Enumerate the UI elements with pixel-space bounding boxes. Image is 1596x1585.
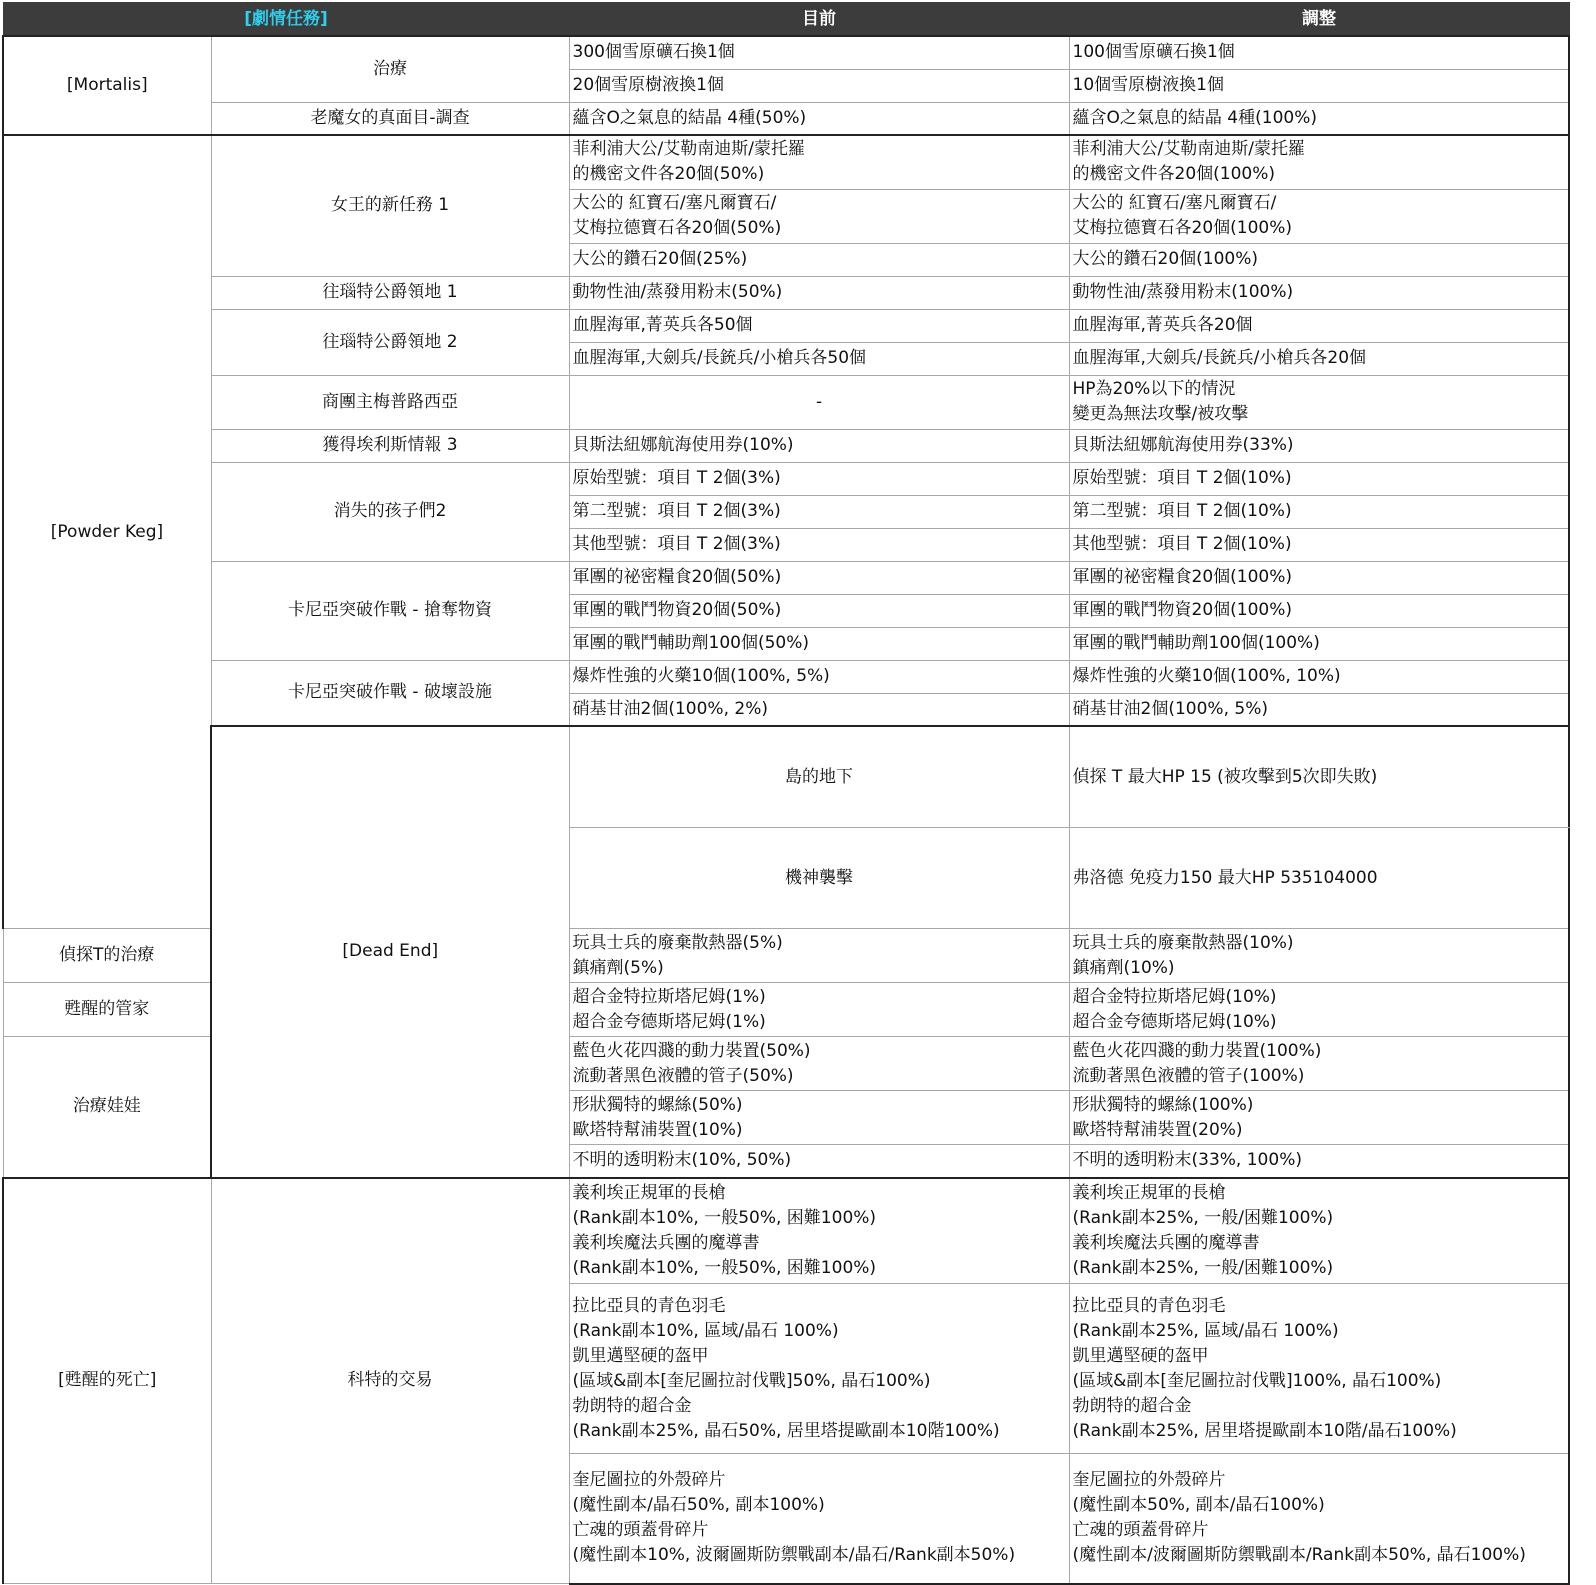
current-value: 貝斯法紐娜航海使用券(10%) [569,429,1069,462]
current-value: 爆炸性強的火藥10個(100%, 5%) [569,660,1069,693]
adjusted-value: 第二型號：項目 T 2個(10%) [1069,495,1569,528]
group-name: [Mortalis] [3,36,211,135]
adjusted-value: 玩具士兵的廢棄散熱器(10%) 鎮痛劑(10%) [1069,929,1569,983]
quest-name: 島的地下 [569,726,1069,828]
adjusted-value: 100個雪原礦石換1個 [1069,36,1569,69]
patch-notes-table [2,2,1570,1585]
quest-name: 消失的孩子們2 [211,462,569,561]
adjusted-value: 10個雪原樹液換1個 [1069,69,1569,102]
adjusted-value: HP為20%以下的情況 變更為無法攻擊/被攻擊 [1069,375,1569,429]
current-value: 藍色火花四濺的動力裝置(50%) 流動著黑色液體的管子(50%) [569,1037,1069,1091]
current-value: 動物性油/蒸發用粉末(50%) [569,276,1069,309]
table-row [3,1178,1569,1284]
table-row [3,462,1569,495]
current-value: 軍團的祕密糧食20個(50%) [569,561,1069,594]
current-value: 血腥海軍,大劍兵/長銃兵/小槍兵各50個 [569,342,1069,375]
quest-name: 女王的新任務 1 [211,135,569,276]
adjusted-value: 義利埃正規軍的長槍 (Rank副本25%, 一般/困難100%) 義利埃魔法兵團的魔導書 (Rank副本25%, 一般/困難100%) [1069,1178,1569,1284]
current-value: 菲利浦大公/艾勒南迪斯/蒙托羅 的機密文件各20個(50%) [569,135,1069,189]
current-value: 大公的 紅寶石/塞凡爾寶石/ 艾梅拉德寶石各20個(50%) [569,189,1069,243]
header-adjusted: 調整 [1069,3,1569,37]
table-row [3,561,1569,594]
current-value: 血腥海軍,菁英兵各50個 [569,309,1069,342]
adjusted-value: 形狀獨特的螺絲(100%) 歐塔特幫浦裝置(20%) [1069,1091,1569,1145]
current-value: 第二型號：項目 T 2個(3%) [569,495,1069,528]
adjusted-value: 蘊含O之氣息的結晶 4種(100%) [1069,102,1569,135]
adjusted-value: 大公的鑽石20個(100%) [1069,243,1569,276]
current-value: 軍團的戰鬥輔助劑100個(50%) [569,627,1069,660]
adjusted-value: 動物性油/蒸發用粉末(100%) [1069,276,1569,309]
header-current: 目前 [569,3,1069,37]
table-body [3,36,1569,1584]
table-header-row [3,3,1569,37]
quest-name: 治療娃娃 [3,1037,211,1178]
table-row [3,276,1569,309]
quest-name: 卡尼亞突破作戰 - 破壞設施 [211,660,569,726]
adjusted-value: 拉比亞貝的青色羽毛 (Rank副本25%, 區域/晶石 100%) 凱里邁堅硬的盔甲 (區域&副本[奎尼圖拉討伐戰]100%, 晶石100%) 勃朗特的超合金 (Rank副本25%, 居里塔提歐副本10階/晶石100%) [1069,1284,1569,1454]
adjusted-value: 軍團的戰鬥輔助劑100個(100%) [1069,627,1569,660]
adjusted-value: 軍團的祕密糧食20個(100%) [1069,561,1569,594]
table-row [3,135,1569,189]
adjusted-value: 貝斯法紐娜航海使用券(33%) [1069,429,1569,462]
current-value: 20個雪原樹液換1個 [569,69,1069,102]
group-name: [Powder Keg] [3,135,211,929]
quest-name: 商團主梅普路西亞 [211,375,569,429]
quest-name: 科特的交易 [211,1178,569,1584]
adjusted-value: 血腥海軍,大劍兵/長銃兵/小槍兵各20個 [1069,342,1569,375]
adjusted-value: 超合金特拉斯塔尼姆(10%) 超合金夸德斯塔尼姆(10%) [1069,983,1569,1037]
adjusted-value: 大公的 紅寶石/塞凡爾寶石/ 艾梅拉德寶石各20個(100%) [1069,189,1569,243]
current-value: 義利埃正規軍的長槍 (Rank副本10%, 一般50%, 困難100%) 義利埃魔法兵團的魔導書 (Rank副本10%, 一般50%, 困難100%) [569,1178,1069,1284]
table-row [3,429,1569,462]
current-value: 原始型號：項目 T 2個(3%) [569,462,1069,495]
adjusted-value: 奎尼圖拉的外殼碎片 (魔性副本50%, 副本/晶石100%) 亡魂的頭蓋骨碎片 (魔性副本/波爾圖斯防禦戰副本/Rank副本50%, 晶石100%) [1069,1454,1569,1584]
current-value: 300個雪原礦石換1個 [569,36,1069,69]
group-name: [Dead End] [211,726,569,1178]
quest-name: 甦醒的管家 [3,983,211,1037]
quest-name: 卡尼亞突破作戰 - 搶奪物資 [211,561,569,660]
group-name: [甦醒的死亡] [3,1178,211,1584]
current-value: 弗洛德 免疫力150 最大HP 535104000 [1069,828,1569,929]
current-value: 硝基甘油2個(100%, 2%) [569,693,1069,726]
table-row [3,309,1569,342]
adjusted-value: 菲利浦大公/艾勒南迪斯/蒙托羅 的機密文件各20個(100%) [1069,135,1569,189]
adjusted-value: 軍團的戰鬥物資20個(100%) [1069,594,1569,627]
adjusted-value: 不明的透明粉末(33%, 100%) [1069,1145,1569,1178]
current-value: - [569,375,1069,429]
quest-name: 機神襲擊 [569,828,1069,929]
current-value: 軍團的戰鬥物資20個(50%) [569,594,1069,627]
current-value: 奎尼圖拉的外殼碎片 (魔性副本/晶石50%, 副本100%) 亡魂的頭蓋骨碎片 (魔性副本10%, 波爾圖斯防禦戰副本/晶石/Rank副本50%) [569,1454,1069,1584]
current-value: 超合金特拉斯塔尼姆(1%) 超合金夸德斯塔尼姆(1%) [569,983,1069,1037]
quest-name: 獲得埃利斯情報 3 [211,429,569,462]
current-value: 玩具士兵的廢棄散熱器(5%) 鎮痛劑(5%) [569,929,1069,983]
adjusted-value: 原始型號：項目 T 2個(10%) [1069,462,1569,495]
table-row [3,102,1569,135]
quest-name: 治療 [211,36,569,102]
table-row [3,660,1569,693]
adjusted-value: 硝基甘油2個(100%, 5%) [1069,693,1569,726]
table-row [3,36,1569,69]
current-value: 拉比亞貝的青色羽毛 (Rank副本10%, 區域/晶石 100%) 凱里邁堅硬的盔甲 (區域&副本[奎尼圖拉討伐戰]50%, 晶石100%) 勃朗特的超合金 (Rank副本25%, 晶石50%, 居里塔提歐副本10階100%) [569,1284,1069,1454]
adjusted-value: 藍色火花四濺的動力裝置(100%) 流動著黑色液體的管子(100%) [1069,1037,1569,1091]
current-value: 偵探 T 最大HP 15 (被攻擊到5次即失敗) [1069,726,1569,828]
current-value: 形狀獨特的螺絲(50%) 歐塔特幫浦裝置(10%) [569,1091,1069,1145]
current-value: 其他型號：項目 T 2個(3%) [569,528,1069,561]
table-row [3,375,1569,429]
table-row [3,726,1569,828]
quest-name: 往瑙特公爵領地 1 [211,276,569,309]
quest-name: 往瑙特公爵領地 2 [211,309,569,375]
adjusted-value: 血腥海軍,菁英兵各20個 [1069,309,1569,342]
quest-name: 偵探T的治療 [3,929,211,983]
current-value: 蘊含O之氣息的結晶 4種(50%) [569,102,1069,135]
adjusted-value: 其他型號：項目 T 2個(10%) [1069,528,1569,561]
current-value: 大公的鑽石20個(25%) [569,243,1069,276]
adjusted-value: 爆炸性強的火藥10個(100%, 10%) [1069,660,1569,693]
quest-name: 老魔女的真面目-調查 [211,102,569,135]
current-value: 不明的透明粉末(10%, 50%) [569,1145,1069,1178]
header-category: [劇情任務] [3,3,569,37]
